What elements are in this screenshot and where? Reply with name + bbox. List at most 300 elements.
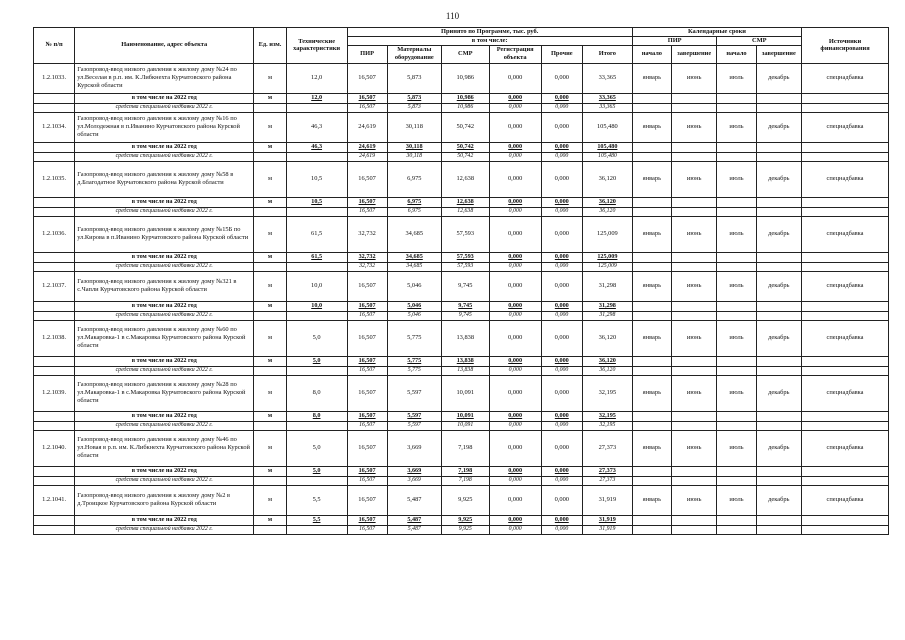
empty-cell — [34, 301, 75, 311]
smr-end: декабрь — [756, 216, 802, 252]
other-value: 0,000 — [541, 63, 582, 93]
materials-value: 5,487 — [387, 485, 441, 515]
other-value: 0,000 — [541, 252, 582, 262]
empty-cell — [802, 525, 889, 534]
empty-cell — [254, 525, 287, 534]
table-row-2022 — [34, 252, 889, 262]
header-cal-pir: ПИР — [632, 36, 717, 45]
smr-value: 7,198 — [441, 476, 489, 485]
header-end: завершение — [671, 45, 717, 63]
total-value: 36,120 — [582, 197, 632, 207]
smr-start: июль — [717, 112, 756, 142]
materials-value: 5,873 — [387, 103, 441, 112]
smr-value: 10,091 — [441, 421, 489, 430]
registration-value: 0,000 — [489, 301, 541, 311]
smr-value: 57,593 — [441, 252, 489, 262]
empty-cell — [756, 207, 802, 216]
empty-cell — [756, 466, 802, 476]
smr-value: 12,638 — [441, 161, 489, 197]
total-value: 32,195 — [582, 421, 632, 430]
total-value: 33,365 — [582, 63, 632, 93]
empty-cell — [717, 515, 756, 525]
other-value: 0,000 — [541, 152, 582, 161]
empty-cell — [34, 466, 75, 476]
materials-value: 5,775 — [387, 320, 441, 356]
incl-2022-label: в том числе на 2022 год — [75, 411, 254, 421]
registration-value: 0,000 — [489, 216, 541, 252]
total-value: 105,480 — [582, 112, 632, 142]
registration-value: 0,000 — [489, 411, 541, 421]
empty-cell — [286, 525, 347, 534]
empty-cell — [802, 476, 889, 485]
pir-value: 16,507 — [347, 466, 387, 476]
program-table — [33, 27, 889, 535]
smr-start: июль — [717, 375, 756, 411]
unit-cell: м — [254, 301, 287, 311]
table-row — [34, 375, 889, 411]
registration-value: 0,000 — [489, 152, 541, 161]
empty-cell — [286, 207, 347, 216]
table-body — [34, 63, 889, 534]
total-value: 125,009 — [582, 216, 632, 252]
smr-value: 7,198 — [441, 430, 489, 466]
registration-value: 0,000 — [489, 103, 541, 112]
total-value: 125,009 — [582, 262, 632, 271]
table-row — [34, 112, 889, 142]
empty-cell — [34, 311, 75, 320]
table-row — [34, 430, 889, 466]
incl-2022-label: в том числе на 2022 год — [75, 466, 254, 476]
empty-cell — [671, 311, 717, 320]
pir-start: январь — [632, 430, 671, 466]
row-number: 1.2.1033. — [34, 63, 75, 93]
empty-cell — [632, 262, 671, 271]
empty-cell — [671, 252, 717, 262]
smr-value: 13,838 — [441, 366, 489, 375]
table-row-2022 — [34, 142, 889, 152]
pir-end: июнь — [671, 271, 717, 301]
empty-cell — [632, 311, 671, 320]
empty-cell — [756, 93, 802, 103]
empty-cell — [632, 93, 671, 103]
materials-value: 34,685 — [387, 252, 441, 262]
pir-value: 32,732 — [347, 262, 387, 271]
total-value: 31,919 — [582, 525, 632, 534]
empty-cell — [802, 103, 889, 112]
unit-cell: м — [254, 320, 287, 356]
smr-start: июль — [717, 161, 756, 197]
row-number: 1.2.1039. — [34, 375, 75, 411]
smr-value: 9,925 — [441, 485, 489, 515]
pir-end: июнь — [671, 320, 717, 356]
empty-cell — [632, 103, 671, 112]
empty-cell — [671, 93, 717, 103]
smr-end: декабрь — [756, 63, 802, 93]
empty-cell — [34, 411, 75, 421]
pir-value: 16,507 — [347, 430, 387, 466]
table-row — [34, 320, 889, 356]
empty-cell — [254, 152, 287, 161]
smr-value: 50,742 — [441, 142, 489, 152]
other-value: 0,000 — [541, 311, 582, 320]
incl-2022-label: в том числе на 2022 год — [75, 142, 254, 152]
header-calendar: Календарные сроки — [632, 28, 801, 37]
materials-value: 5,046 — [387, 301, 441, 311]
materials-value: 5,597 — [387, 421, 441, 430]
pir-value: 16,507 — [347, 485, 387, 515]
empty-cell — [34, 103, 75, 112]
empty-cell — [802, 197, 889, 207]
total-value: 32,195 — [582, 411, 632, 421]
pir-start: январь — [632, 63, 671, 93]
header-accepted: Принято по Программе, тыс. руб. — [347, 28, 632, 37]
total-value: 36,120 — [582, 320, 632, 356]
empty-cell — [34, 262, 75, 271]
unit-cell: м — [254, 466, 287, 476]
header-sources: Источники финансирования — [802, 28, 889, 64]
empty-cell — [286, 421, 347, 430]
object-name: Газопровод-ввод низкого давления к жилому дому №24 по ул.Веселая в р.п. им. К.Либкнехта Курчатовского района Курской области — [75, 63, 254, 93]
object-name: Газопровод-ввод низкого давления к жилому дому №2 в д.Троицкое Курчатовского района Курской области — [75, 485, 254, 515]
total-value: 36,120 — [582, 207, 632, 216]
unit-cell: м — [254, 515, 287, 525]
object-name: Газопровод-ввод низкого давления к жилому дому №15Б по ул.Кирова в п.Иванино Курчатовского района Курской области — [75, 216, 254, 252]
materials-value: 34,685 — [387, 216, 441, 252]
unit-cell: м — [254, 252, 287, 262]
smr-end: декабрь — [756, 375, 802, 411]
other-value: 0,000 — [541, 93, 582, 103]
incl-2022-label: в том числе на 2022 год — [75, 356, 254, 366]
empty-cell — [632, 301, 671, 311]
unit-cell: м — [254, 430, 287, 466]
empty-cell — [671, 301, 717, 311]
materials-value: 30,118 — [387, 142, 441, 152]
registration-value: 0,000 — [489, 112, 541, 142]
empty-cell — [286, 311, 347, 320]
tech-value: 46,3 — [286, 112, 347, 142]
pir-value: 16,507 — [347, 366, 387, 375]
materials-value: 5,873 — [387, 63, 441, 93]
empty-cell — [717, 311, 756, 320]
other-value: 0,000 — [541, 366, 582, 375]
pir-value: 16,507 — [347, 411, 387, 421]
empty-cell — [717, 93, 756, 103]
row-number: 1.2.1036. — [34, 216, 75, 252]
unit-cell: м — [254, 142, 287, 152]
smr-value: 13,838 — [441, 320, 489, 356]
table-row-surcharge — [34, 366, 889, 375]
tech-value: 61,5 — [286, 216, 347, 252]
smr-value: 7,198 — [441, 466, 489, 476]
empty-cell — [802, 93, 889, 103]
materials-value: 6,975 — [387, 207, 441, 216]
unit-cell: м — [254, 197, 287, 207]
other-value: 0,000 — [541, 421, 582, 430]
surcharge-label: средства специальной надбавки 2022 г. — [75, 421, 254, 430]
pir-value: 16,507 — [347, 197, 387, 207]
registration-value: 0,000 — [489, 485, 541, 515]
empty-cell — [756, 152, 802, 161]
pir-value: 24,619 — [347, 112, 387, 142]
registration-value: 0,000 — [489, 252, 541, 262]
pir-end: июнь — [671, 161, 717, 197]
header-materials: Материалы оборудование — [387, 45, 441, 63]
empty-cell — [717, 142, 756, 152]
pir-value: 16,507 — [347, 271, 387, 301]
row-number: 1.2.1038. — [34, 320, 75, 356]
header-tech: Технические характеристики — [286, 28, 347, 64]
tech-value: 12,0 — [286, 93, 347, 103]
total-value: 105,480 — [582, 152, 632, 161]
funding-source: спецнадбавка — [802, 112, 889, 142]
other-value: 0,000 — [541, 142, 582, 152]
total-value: 36,120 — [582, 161, 632, 197]
empty-cell — [632, 252, 671, 262]
object-name: Газопровод-ввод низкого давления к жилому дому №321 в с.Чапли Курчатовского района Курской области — [75, 271, 254, 301]
smr-end: декабрь — [756, 485, 802, 515]
materials-value: 5,597 — [387, 411, 441, 421]
funding-source: спецнадбавка — [802, 271, 889, 301]
pir-value: 16,507 — [347, 320, 387, 356]
materials-value: 6,975 — [387, 161, 441, 197]
total-value: 33,365 — [582, 93, 632, 103]
funding-source: спецнадбавка — [802, 375, 889, 411]
tech-value: 8,0 — [286, 411, 347, 421]
table-row-surcharge — [34, 311, 889, 320]
smr-start: июль — [717, 430, 756, 466]
pir-value: 16,507 — [347, 515, 387, 525]
table-row-surcharge — [34, 207, 889, 216]
pir-end: июнь — [671, 485, 717, 515]
empty-cell — [756, 103, 802, 112]
smr-value: 9,745 — [441, 311, 489, 320]
empty-cell — [286, 152, 347, 161]
row-number: 1.2.1035. — [34, 161, 75, 197]
tech-value: 8,0 — [286, 375, 347, 411]
smr-value: 57,593 — [441, 216, 489, 252]
other-value: 0,000 — [541, 320, 582, 356]
total-value: 27,373 — [582, 466, 632, 476]
other-value: 0,000 — [541, 207, 582, 216]
materials-value: 5,597 — [387, 375, 441, 411]
pir-value: 16,507 — [347, 476, 387, 485]
smr-value: 50,742 — [441, 112, 489, 142]
empty-cell — [671, 152, 717, 161]
incl-2022-label: в том числе на 2022 год — [75, 252, 254, 262]
unit-cell: м — [254, 411, 287, 421]
smr-start: июль — [717, 216, 756, 252]
pir-value: 16,507 — [347, 207, 387, 216]
pir-start: январь — [632, 485, 671, 515]
empty-cell — [717, 366, 756, 375]
empty-cell — [632, 411, 671, 421]
empty-cell — [717, 252, 756, 262]
empty-cell — [286, 103, 347, 112]
total-value: 31,298 — [582, 271, 632, 301]
funding-source: спецнадбавка — [802, 485, 889, 515]
table-row-surcharge — [34, 262, 889, 271]
empty-cell — [34, 525, 75, 534]
pir-end: июнь — [671, 112, 717, 142]
empty-cell — [717, 152, 756, 161]
header-smr: СМР — [441, 45, 489, 63]
other-value: 0,000 — [541, 112, 582, 142]
smr-start: июль — [717, 485, 756, 515]
registration-value: 0,000 — [489, 320, 541, 356]
header-including: в том числе: — [347, 36, 632, 45]
object-name: Газопровод-ввод низкого давления к жилому дому №58 в д.Благодатное Курчатовского района Курской области — [75, 161, 254, 197]
tech-value: 10,0 — [286, 271, 347, 301]
empty-cell — [756, 301, 802, 311]
row-number: 1.2.1040. — [34, 430, 75, 466]
empty-cell — [671, 421, 717, 430]
empty-cell — [802, 262, 889, 271]
header-total: Итого — [582, 45, 632, 63]
empty-cell — [717, 411, 756, 421]
empty-cell — [671, 366, 717, 375]
surcharge-label: средства специальной надбавки 2022 г. — [75, 366, 254, 375]
pir-value: 16,507 — [347, 421, 387, 430]
empty-cell — [254, 103, 287, 112]
pir-start: январь — [632, 216, 671, 252]
empty-cell — [632, 515, 671, 525]
empty-cell — [802, 421, 889, 430]
materials-value: 3,669 — [387, 430, 441, 466]
empty-cell — [632, 421, 671, 430]
empty-cell — [254, 366, 287, 375]
materials-value: 5,487 — [387, 515, 441, 525]
empty-cell — [286, 366, 347, 375]
empty-cell — [756, 476, 802, 485]
materials-value: 3,669 — [387, 466, 441, 476]
empty-cell — [756, 411, 802, 421]
incl-2022-label: в том числе на 2022 год — [75, 93, 254, 103]
registration-value: 0,000 — [489, 262, 541, 271]
surcharge-label: средства специальной надбавки 2022 г. — [75, 152, 254, 161]
table-row-2022 — [34, 411, 889, 421]
smr-start: июль — [717, 271, 756, 301]
smr-start: июль — [717, 63, 756, 93]
empty-cell — [254, 421, 287, 430]
surcharge-label: средства специальной надбавки 2022 г. — [75, 476, 254, 485]
header-start2: начало — [717, 45, 756, 63]
total-value: 31,919 — [582, 485, 632, 515]
table-row-surcharge — [34, 525, 889, 534]
empty-cell — [802, 252, 889, 262]
registration-value: 0,000 — [489, 366, 541, 375]
funding-source: спецнадбавка — [802, 320, 889, 356]
empty-cell — [717, 476, 756, 485]
registration-value: 0,000 — [489, 476, 541, 485]
other-value: 0,000 — [541, 161, 582, 197]
smr-value: 9,925 — [441, 525, 489, 534]
empty-cell — [34, 93, 75, 103]
empty-cell — [717, 197, 756, 207]
empty-cell — [802, 356, 889, 366]
empty-cell — [756, 252, 802, 262]
registration-value: 0,000 — [489, 197, 541, 207]
unit-cell: м — [254, 216, 287, 252]
total-value: 33,365 — [582, 103, 632, 112]
object-name: Газопровод-ввод низкого давления к жилому дому №28 по ул.Макаровка-1 в с.Макаровка Курчатовского района Курской области — [75, 375, 254, 411]
smr-start: июль — [717, 320, 756, 356]
empty-cell — [717, 301, 756, 311]
smr-value: 57,593 — [441, 262, 489, 271]
empty-cell — [254, 311, 287, 320]
other-value: 0,000 — [541, 515, 582, 525]
empty-cell — [671, 197, 717, 207]
funding-source: спецнадбавка — [802, 216, 889, 252]
materials-value: 34,685 — [387, 262, 441, 271]
pir-value: 16,507 — [347, 375, 387, 411]
empty-cell — [756, 197, 802, 207]
total-value: 36,120 — [582, 356, 632, 366]
empty-cell — [717, 207, 756, 216]
empty-cell — [34, 152, 75, 161]
empty-cell — [632, 142, 671, 152]
empty-cell — [34, 515, 75, 525]
unit-cell: м — [254, 375, 287, 411]
materials-value: 30,118 — [387, 112, 441, 142]
unit-cell: м — [254, 112, 287, 142]
empty-cell — [632, 207, 671, 216]
smr-value: 12,638 — [441, 197, 489, 207]
total-value: 32,195 — [582, 375, 632, 411]
table-row-2022 — [34, 515, 889, 525]
smr-end: декабрь — [756, 320, 802, 356]
tech-value: 12,0 — [286, 63, 347, 93]
other-value: 0,000 — [541, 103, 582, 112]
empty-cell — [756, 515, 802, 525]
header-cal-smr: СМР — [717, 36, 802, 45]
registration-value: 0,000 — [489, 375, 541, 411]
object-name: Газопровод-ввод низкого давления к жилому дому №46 по ул.Новая в р.п. им. К.Либкнехта Курчатовского района Курской области — [75, 430, 254, 466]
empty-cell — [802, 411, 889, 421]
table-row-2022 — [34, 466, 889, 476]
empty-cell — [671, 525, 717, 534]
empty-cell — [254, 476, 287, 485]
empty-cell — [632, 466, 671, 476]
other-value: 0,000 — [541, 485, 582, 515]
registration-value: 0,000 — [489, 356, 541, 366]
registration-value: 0,000 — [489, 207, 541, 216]
registration-value: 0,000 — [489, 525, 541, 534]
smr-value: 10,986 — [441, 103, 489, 112]
funding-source: спецнадбавка — [802, 161, 889, 197]
empty-cell — [802, 152, 889, 161]
empty-cell — [756, 421, 802, 430]
empty-cell — [802, 466, 889, 476]
incl-2022-label: в том числе на 2022 год — [75, 197, 254, 207]
header-other: Прочие — [541, 45, 582, 63]
pir-end: июнь — [671, 63, 717, 93]
empty-cell — [756, 311, 802, 320]
pir-start: январь — [632, 112, 671, 142]
total-value: 105,480 — [582, 142, 632, 152]
registration-value: 0,000 — [489, 142, 541, 152]
unit-cell: м — [254, 356, 287, 366]
empty-cell — [671, 103, 717, 112]
tech-value: 61,5 — [286, 252, 347, 262]
smr-value: 10,091 — [441, 411, 489, 421]
empty-cell — [802, 311, 889, 320]
pir-start: январь — [632, 320, 671, 356]
materials-value: 3,669 — [387, 476, 441, 485]
empty-cell — [671, 515, 717, 525]
smr-value: 9,745 — [441, 301, 489, 311]
table-row — [34, 485, 889, 515]
pir-end: июнь — [671, 430, 717, 466]
